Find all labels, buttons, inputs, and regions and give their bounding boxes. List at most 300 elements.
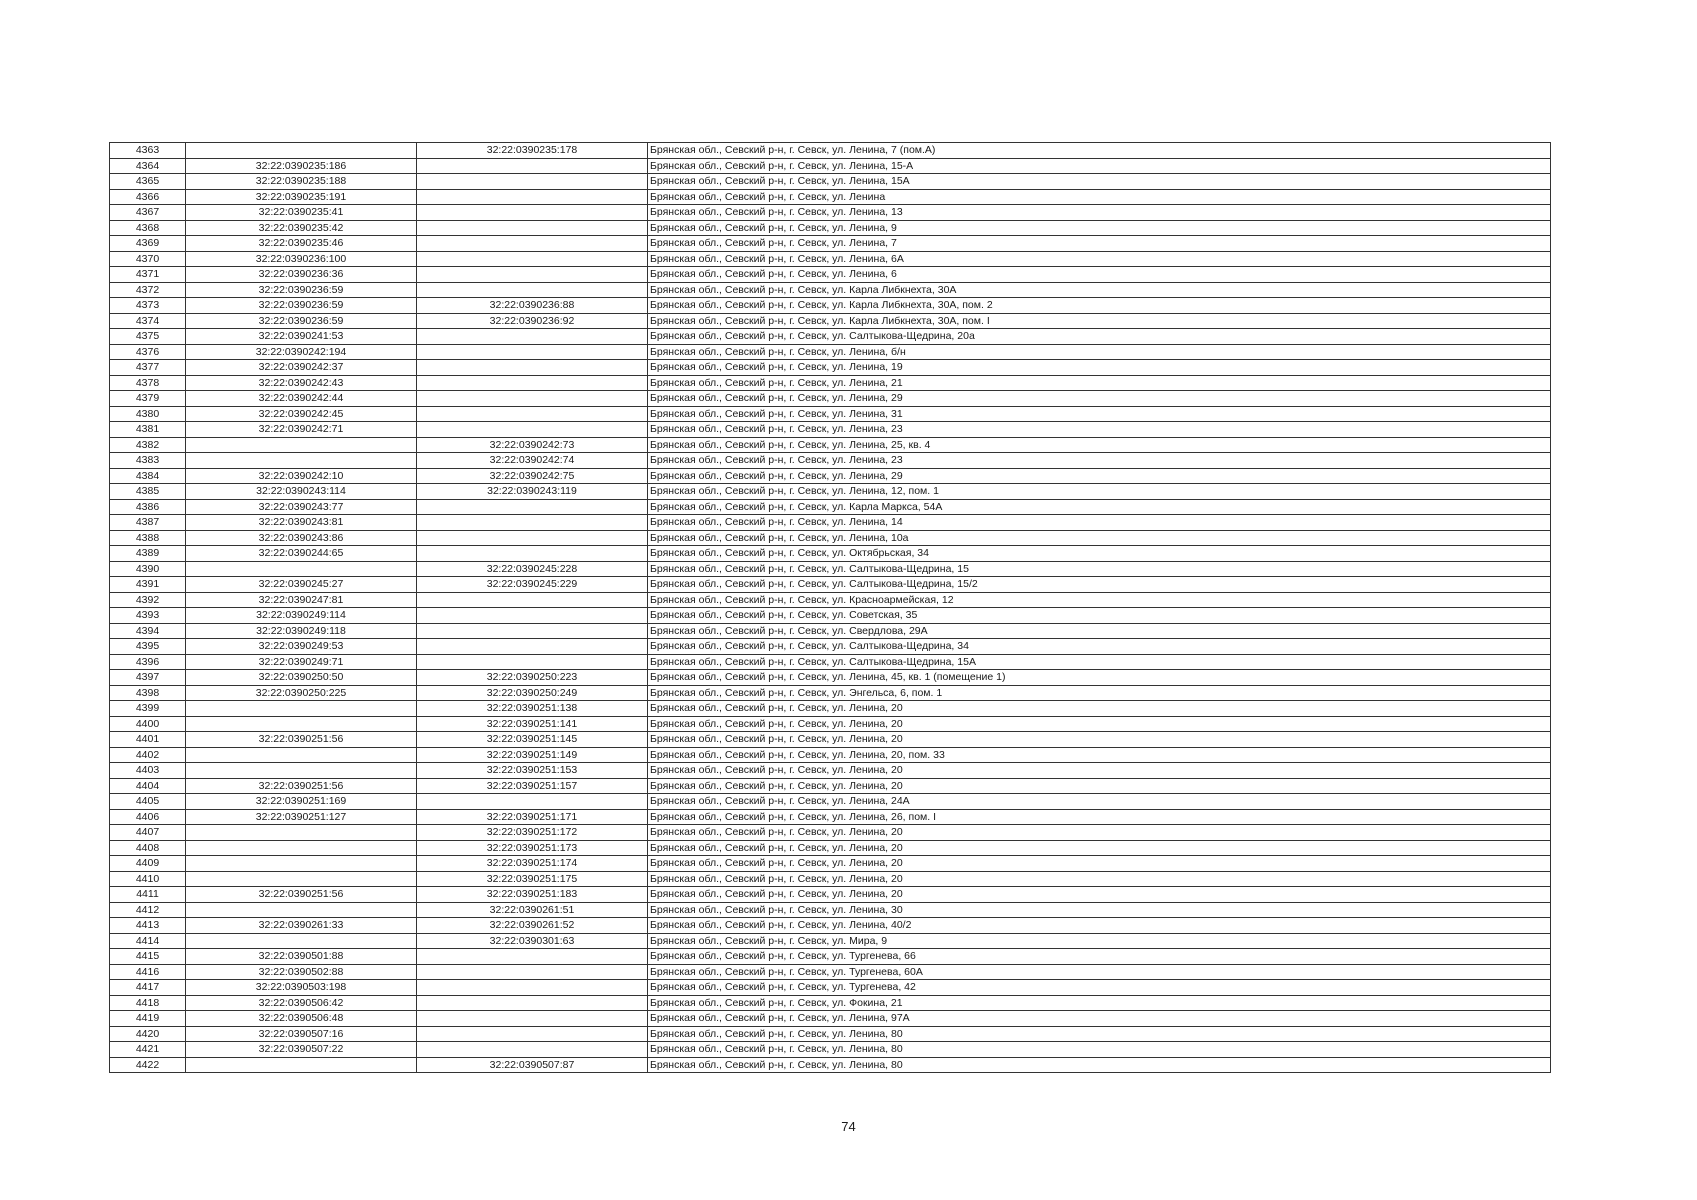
- row-number-cell: 4376: [110, 344, 186, 360]
- address-cell: Брянская обл., Севский р-н, г. Севск, ул. Ленина, 80: [648, 1057, 1551, 1073]
- object-cadastral-number-cell: 32:22:0390251:183: [417, 887, 648, 903]
- address-cell: Брянская обл., Севский р-н, г. Севск, ул. Фокина, 21: [648, 995, 1551, 1011]
- address-cell: Брянская обл., Севский р-н, г. Севск, ул. Салтыкова-Щедрина, 34: [648, 639, 1551, 655]
- row-number-cell: 4418: [110, 995, 186, 1011]
- address-cell: Брянская обл., Севский р-н, г. Севск, ул. Ленина, 20: [648, 763, 1551, 779]
- row-number-cell: 4399: [110, 701, 186, 717]
- row-number-cell: 4370: [110, 251, 186, 267]
- row-number-cell: 4367: [110, 205, 186, 221]
- address-cell: Брянская обл., Севский р-н, г. Севск, ул. Советская, 35: [648, 608, 1551, 624]
- address-cell: Брянская обл., Севский р-н, г. Севск, ул. Ленина, 45, кв. 1 (помещение 1): [648, 670, 1551, 686]
- object-cadastral-number-cell: [417, 530, 648, 546]
- address-cell: Брянская обл., Севский р-н, г. Севск, ул. Ленина, 14: [648, 515, 1551, 531]
- address-cell: Брянская обл., Севский р-н, г. Севск, ул. Ленина, 26, пом. I: [648, 809, 1551, 825]
- address-cell: Брянская обл., Севский р-н, г. Севск, ул. Ленина, 6А: [648, 251, 1551, 267]
- row-number-cell: 4415: [110, 949, 186, 965]
- table-row: [110, 515, 1551, 531]
- address-cell: Брянская обл., Севский р-н, г. Севск, ул. Ленина, 20: [648, 732, 1551, 748]
- object-cadastral-number-cell: [417, 1026, 648, 1042]
- address-cell: Брянская обл., Севский р-н, г. Севск, ул. Ленина: [648, 189, 1551, 205]
- land-cadastral-number-cell: [186, 856, 417, 872]
- object-cadastral-number-cell: [417, 964, 648, 980]
- address-cell: Брянская обл., Севский р-н, г. Севск, ул. Ленина, 20: [648, 871, 1551, 887]
- table-row: [110, 189, 1551, 205]
- object-cadastral-number-cell: [417, 515, 648, 531]
- land-cadastral-number-cell: [186, 453, 417, 469]
- address-cell: Брянская обл., Севский р-н, г. Севск, ул. Ленина, 20: [648, 856, 1551, 872]
- address-cell: Брянская обл., Севский р-н, г. Севск, ул. Салтыкова-Щедрина, 15А: [648, 654, 1551, 670]
- table-row: [110, 499, 1551, 515]
- row-number-cell: 4371: [110, 267, 186, 283]
- row-number-cell: 4392: [110, 592, 186, 608]
- address-cell: Брянская обл., Севский р-н, г. Севск, ул. Ленина, 80: [648, 1026, 1551, 1042]
- object-cadastral-number-cell: [417, 592, 648, 608]
- object-cadastral-number-cell: [417, 1042, 648, 1058]
- object-cadastral-number-cell: [417, 654, 648, 670]
- address-cell: Брянская обл., Севский р-н, г. Севск, ул. Ленина, 20: [648, 701, 1551, 717]
- object-cadastral-number-cell: 32:22:0390250:223: [417, 670, 648, 686]
- object-cadastral-number-cell: [417, 623, 648, 639]
- land-cadastral-number-cell: [186, 1057, 417, 1073]
- table-row: [110, 902, 1551, 918]
- address-cell: Брянская обл., Севский р-н, г. Севск, ул. Салтыкова-Щедрина, 15: [648, 561, 1551, 577]
- address-cell: Брянская обл., Севский р-н, г. Севск, ул. Ленина, 80: [648, 1042, 1551, 1058]
- object-cadastral-number-cell: [417, 344, 648, 360]
- row-number-cell: 4416: [110, 964, 186, 980]
- table-row: [110, 654, 1551, 670]
- row-number-cell: 4398: [110, 685, 186, 701]
- row-number-cell: 4372: [110, 282, 186, 298]
- row-number-cell: 4397: [110, 670, 186, 686]
- row-number-cell: 4383: [110, 453, 186, 469]
- land-cadastral-number-cell: 32:22:0390235:188: [186, 174, 417, 190]
- land-cadastral-number-cell: 32:22:0390502:88: [186, 964, 417, 980]
- table-row: [110, 437, 1551, 453]
- land-cadastral-number-cell: 32:22:0390249:114: [186, 608, 417, 624]
- table-row: [110, 236, 1551, 252]
- table-row: [110, 933, 1551, 949]
- address-cell: Брянская обл., Севский р-н, г. Севск, ул. Ленина, 20: [648, 887, 1551, 903]
- table-row: [110, 561, 1551, 577]
- object-cadastral-number-cell: [417, 375, 648, 391]
- address-cell: Брянская обл., Севский р-н, г. Севск, ул. Тургенева, 66: [648, 949, 1551, 965]
- table-row: [110, 701, 1551, 717]
- land-cadastral-number-cell: 32:22:0390235:46: [186, 236, 417, 252]
- object-cadastral-number-cell: 32:22:0390243:119: [417, 484, 648, 500]
- address-cell: Брянская обл., Севский р-н, г. Севск, ул. Ленина, 20: [648, 840, 1551, 856]
- table-row: [110, 205, 1551, 221]
- land-cadastral-number-cell: [186, 825, 417, 841]
- object-cadastral-number-cell: [417, 220, 648, 236]
- land-cadastral-number-cell: 32:22:0390506:42: [186, 995, 417, 1011]
- page-number: 74: [841, 1119, 856, 1134]
- object-cadastral-number-cell: 32:22:0390301:63: [417, 933, 648, 949]
- table-row: [110, 391, 1551, 407]
- land-cadastral-number-cell: 32:22:0390501:88: [186, 949, 417, 965]
- land-cadastral-number-cell: [186, 933, 417, 949]
- table-row: [110, 747, 1551, 763]
- table-row: [110, 1026, 1551, 1042]
- row-number-cell: 4420: [110, 1026, 186, 1042]
- table-row: [110, 871, 1551, 887]
- object-cadastral-number-cell: [417, 391, 648, 407]
- table-row: [110, 732, 1551, 748]
- object-cadastral-number-cell: [417, 282, 648, 298]
- land-cadastral-number-cell: 32:22:0390251:56: [186, 732, 417, 748]
- land-cadastral-number-cell: 32:22:0390235:186: [186, 158, 417, 174]
- object-cadastral-number-cell: [417, 205, 648, 221]
- land-cadastral-number-cell: [186, 840, 417, 856]
- land-cadastral-number-cell: 32:22:0390241:53: [186, 329, 417, 345]
- table-row: [110, 778, 1551, 794]
- table-row: [110, 360, 1551, 376]
- row-number-cell: 4387: [110, 515, 186, 531]
- land-cadastral-number-cell: [186, 143, 417, 159]
- address-cell: Брянская обл., Севский р-н, г. Севск, ул. Ленина, 31: [648, 406, 1551, 422]
- object-cadastral-number-cell: 32:22:0390261:52: [417, 918, 648, 934]
- table-row: [110, 1011, 1551, 1027]
- table-row: [110, 406, 1551, 422]
- land-cadastral-number-cell: 32:22:0390506:48: [186, 1011, 417, 1027]
- row-number-cell: 4388: [110, 530, 186, 546]
- land-cadastral-number-cell: [186, 561, 417, 577]
- object-cadastral-number-cell: [417, 639, 648, 655]
- row-number-cell: 4366: [110, 189, 186, 205]
- row-number-cell: 4381: [110, 422, 186, 438]
- table-row: [110, 298, 1551, 314]
- address-cell: Брянская обл., Севский р-н, г. Севск, ул. Ленина, 12, пом. 1: [648, 484, 1551, 500]
- land-cadastral-number-cell: 32:22:0390242:45: [186, 406, 417, 422]
- table-row: [110, 143, 1551, 159]
- table-row: [110, 220, 1551, 236]
- address-cell: Брянская обл., Севский р-н, г. Севск, ул. Ленина, 23: [648, 422, 1551, 438]
- address-cell: Брянская обл., Севский р-н, г. Севск, ул. Ленина, 20, пом. 33: [648, 747, 1551, 763]
- object-cadastral-number-cell: 32:22:0390251:138: [417, 701, 648, 717]
- table-row: [110, 422, 1551, 438]
- row-number-cell: 4411: [110, 887, 186, 903]
- table-row: [110, 592, 1551, 608]
- object-cadastral-number-cell: 32:22:0390251:157: [417, 778, 648, 794]
- land-cadastral-number-cell: 32:22:0390503:198: [186, 980, 417, 996]
- object-cadastral-number-cell: 32:22:0390251:149: [417, 747, 648, 763]
- row-number-cell: 4385: [110, 484, 186, 500]
- land-cadastral-number-cell: [186, 437, 417, 453]
- table-row: [110, 1057, 1551, 1073]
- address-cell: Брянская обл., Севский р-н, г. Севск, ул. Красноармейская, 12: [648, 592, 1551, 608]
- table-row: [110, 918, 1551, 934]
- object-cadastral-number-cell: 32:22:0390251:175: [417, 871, 648, 887]
- object-cadastral-number-cell: 32:22:0390242:74: [417, 453, 648, 469]
- address-cell: Брянская обл., Севский р-н, г. Севск, ул. Ленина, 10а: [648, 530, 1551, 546]
- table-row: [110, 158, 1551, 174]
- table-row: [110, 623, 1551, 639]
- land-cadastral-number-cell: 32:22:0390244:65: [186, 546, 417, 562]
- object-cadastral-number-cell: [417, 251, 648, 267]
- object-cadastral-number-cell: 32:22:0390235:178: [417, 143, 648, 159]
- table-row: [110, 685, 1551, 701]
- table-row: [110, 980, 1551, 996]
- object-cadastral-number-cell: [417, 158, 648, 174]
- address-cell: Брянская обл., Севский р-н, г. Севск, ул. Карла Либкнехта, 30А, пом. 2: [648, 298, 1551, 314]
- address-cell: Брянская обл., Севский р-н, г. Севск, ул. Ленина, 6: [648, 267, 1551, 283]
- land-cadastral-number-cell: 32:22:0390243:77: [186, 499, 417, 515]
- row-number-cell: 4417: [110, 980, 186, 996]
- row-number-cell: 4365: [110, 174, 186, 190]
- land-cadastral-number-cell: 32:22:0390250:225: [186, 685, 417, 701]
- address-cell: Брянская обл., Севский р-н, г. Севск, ул. Ленина, 21: [648, 375, 1551, 391]
- row-number-cell: 4406: [110, 809, 186, 825]
- row-number-cell: 4389: [110, 546, 186, 562]
- land-cadastral-number-cell: 32:22:0390261:33: [186, 918, 417, 934]
- row-number-cell: 4379: [110, 391, 186, 407]
- land-cadastral-number-cell: 32:22:0390236:59: [186, 282, 417, 298]
- land-cadastral-number-cell: [186, 701, 417, 717]
- object-cadastral-number-cell: [417, 267, 648, 283]
- table-row: [110, 530, 1551, 546]
- row-number-cell: 4374: [110, 313, 186, 329]
- land-cadastral-number-cell: 32:22:0390243:114: [186, 484, 417, 500]
- land-cadastral-number-cell: 32:22:0390249:53: [186, 639, 417, 655]
- address-cell: Брянская обл., Севский р-н, г. Севск, ул. Ленина, б/н: [648, 344, 1551, 360]
- row-number-cell: 4408: [110, 840, 186, 856]
- land-cadastral-number-cell: [186, 871, 417, 887]
- address-cell: Брянская обл., Севский р-н, г. Севск, ул. Ленина, 7: [648, 236, 1551, 252]
- object-cadastral-number-cell: [417, 608, 648, 624]
- row-number-cell: 4384: [110, 468, 186, 484]
- land-cadastral-number-cell: 32:22:0390251:56: [186, 887, 417, 903]
- land-cadastral-number-cell: 32:22:0390236:59: [186, 313, 417, 329]
- row-number-cell: 4377: [110, 360, 186, 376]
- registry-table: [109, 142, 1551, 1073]
- row-number-cell: 4393: [110, 608, 186, 624]
- address-cell: Брянская обл., Севский р-н, г. Севск, ул. Ленина, 40/2: [648, 918, 1551, 934]
- row-number-cell: 4403: [110, 763, 186, 779]
- row-number-cell: 4380: [110, 406, 186, 422]
- object-cadastral-number-cell: 32:22:0390245:228: [417, 561, 648, 577]
- object-cadastral-number-cell: [417, 329, 648, 345]
- table-row: [110, 375, 1551, 391]
- address-cell: Брянская обл., Севский р-н, г. Севск, ул. Ленина, 7 (пом.А): [648, 143, 1551, 159]
- row-number-cell: 4419: [110, 1011, 186, 1027]
- row-number-cell: 4373: [110, 298, 186, 314]
- table-row: [110, 251, 1551, 267]
- land-cadastral-number-cell: 32:22:0390235:42: [186, 220, 417, 236]
- object-cadastral-number-cell: [417, 980, 648, 996]
- land-cadastral-number-cell: 32:22:0390235:191: [186, 189, 417, 205]
- object-cadastral-number-cell: 32:22:0390261:51: [417, 902, 648, 918]
- address-cell: Брянская обл., Севский р-н, г. Севск, ул. Салтыкова-Щедрина, 20а: [648, 329, 1551, 345]
- row-number-cell: 4363: [110, 143, 186, 159]
- object-cadastral-number-cell: 32:22:0390236:88: [417, 298, 648, 314]
- address-cell: Брянская обл., Севский р-н, г. Севск, ул. Карла Маркса, 54А: [648, 499, 1551, 515]
- table-row: [110, 809, 1551, 825]
- registry-table-body: [110, 143, 1551, 1073]
- object-cadastral-number-cell: [417, 360, 648, 376]
- address-cell: Брянская обл., Севский р-н, г. Севск, ул. Ленина, 30: [648, 902, 1551, 918]
- row-number-cell: 4404: [110, 778, 186, 794]
- table-row: [110, 546, 1551, 562]
- row-number-cell: 4422: [110, 1057, 186, 1073]
- land-cadastral-number-cell: [186, 902, 417, 918]
- address-cell: Брянская обл., Севский р-н, г. Севск, ул. Ленина, 29: [648, 391, 1551, 407]
- land-cadastral-number-cell: 32:22:0390242:71: [186, 422, 417, 438]
- table-row: [110, 639, 1551, 655]
- row-number-cell: 4405: [110, 794, 186, 810]
- row-number-cell: 4396: [110, 654, 186, 670]
- object-cadastral-number-cell: 32:22:0390251:171: [417, 809, 648, 825]
- row-number-cell: 4407: [110, 825, 186, 841]
- address-cell: Брянская обл., Севский р-н, г. Севск, ул. Ленина, 15-А: [648, 158, 1551, 174]
- land-cadastral-number-cell: 32:22:0390250:50: [186, 670, 417, 686]
- land-cadastral-number-cell: 32:22:0390249:71: [186, 654, 417, 670]
- address-cell: Брянская обл., Севский р-н, г. Севск, ул. Ленина, 29: [648, 468, 1551, 484]
- address-cell: Брянская обл., Севский р-н, г. Севск, ул. Мира, 9: [648, 933, 1551, 949]
- row-number-cell: 4391: [110, 577, 186, 593]
- land-cadastral-number-cell: [186, 747, 417, 763]
- object-cadastral-number-cell: [417, 406, 648, 422]
- address-cell: Брянская обл., Севский р-н, г. Севск, ул. Тургенева, 60А: [648, 964, 1551, 980]
- address-cell: Брянская обл., Севский р-н, г. Севск, ул. Ленина, 9: [648, 220, 1551, 236]
- row-number-cell: 4394: [110, 623, 186, 639]
- land-cadastral-number-cell: [186, 716, 417, 732]
- object-cadastral-number-cell: 32:22:0390250:249: [417, 685, 648, 701]
- object-cadastral-number-cell: 32:22:0390251:173: [417, 840, 648, 856]
- table-row: [110, 1042, 1551, 1058]
- table-row: [110, 468, 1551, 484]
- address-cell: Брянская обл., Севский р-н, г. Севск, ул. Ленина, 13: [648, 205, 1551, 221]
- address-cell: Брянская обл., Севский р-н, г. Севск, ул. Салтыкова-Щедрина, 15/2: [648, 577, 1551, 593]
- object-cadastral-number-cell: [417, 422, 648, 438]
- land-cadastral-number-cell: 32:22:0390245:27: [186, 577, 417, 593]
- row-number-cell: 4375: [110, 329, 186, 345]
- row-number-cell: 4402: [110, 747, 186, 763]
- table-row: [110, 313, 1551, 329]
- row-number-cell: 4410: [110, 871, 186, 887]
- table-row: [110, 964, 1551, 980]
- land-cadastral-number-cell: 32:22:0390251:169: [186, 794, 417, 810]
- object-cadastral-number-cell: 32:22:0390251:153: [417, 763, 648, 779]
- object-cadastral-number-cell: 32:22:0390236:92: [417, 313, 648, 329]
- table-row: [110, 856, 1551, 872]
- table-row: [110, 794, 1551, 810]
- object-cadastral-number-cell: 32:22:0390245:229: [417, 577, 648, 593]
- table-row: [110, 484, 1551, 500]
- row-number-cell: 4414: [110, 933, 186, 949]
- address-cell: Брянская обл., Севский р-н, г. Севск, ул. Энгельса, 6, пом. 1: [648, 685, 1551, 701]
- land-cadastral-number-cell: 32:22:0390507:16: [186, 1026, 417, 1042]
- land-cadastral-number-cell: 32:22:0390242:37: [186, 360, 417, 376]
- row-number-cell: 4401: [110, 732, 186, 748]
- table-row: [110, 825, 1551, 841]
- address-cell: Брянская обл., Севский р-н, г. Севск, ул. Ленина, 20: [648, 716, 1551, 732]
- table-row: [110, 267, 1551, 283]
- table-row: [110, 716, 1551, 732]
- land-cadastral-number-cell: 32:22:0390507:22: [186, 1042, 417, 1058]
- object-cadastral-number-cell: [417, 236, 648, 252]
- row-number-cell: 4382: [110, 437, 186, 453]
- table-row: [110, 174, 1551, 190]
- row-number-cell: 4378: [110, 375, 186, 391]
- object-cadastral-number-cell: [417, 949, 648, 965]
- address-cell: Брянская обл., Севский р-н, г. Севск, ул. Свердлова, 29А: [648, 623, 1551, 639]
- address-cell: Брянская обл., Севский р-н, г. Севск, ул. Ленина, 23: [648, 453, 1551, 469]
- land-cadastral-number-cell: 32:22:0390242:10: [186, 468, 417, 484]
- object-cadastral-number-cell: 32:22:0390242:73: [417, 437, 648, 453]
- object-cadastral-number-cell: [417, 499, 648, 515]
- land-cadastral-number-cell: 32:22:0390236:59: [186, 298, 417, 314]
- row-number-cell: 4390: [110, 561, 186, 577]
- object-cadastral-number-cell: [417, 995, 648, 1011]
- land-cadastral-number-cell: 32:22:0390249:118: [186, 623, 417, 639]
- address-cell: Брянская обл., Севский р-н, г. Севск, ул. Тургенева, 42: [648, 980, 1551, 996]
- land-cadastral-number-cell: 32:22:0390242:44: [186, 391, 417, 407]
- address-cell: Брянская обл., Севский р-н, г. Севск, ул. Ленина, 15А: [648, 174, 1551, 190]
- table-row: [110, 344, 1551, 360]
- row-number-cell: 4386: [110, 499, 186, 515]
- table-row: [110, 949, 1551, 965]
- table-row: [110, 577, 1551, 593]
- table-row: [110, 995, 1551, 1011]
- address-cell: Брянская обл., Севский р-н, г. Севск, ул. Ленина, 19: [648, 360, 1551, 376]
- land-cadastral-number-cell: 32:22:0390235:41: [186, 205, 417, 221]
- address-cell: Брянская обл., Севский р-н, г. Севск, ул. Ленина, 20: [648, 778, 1551, 794]
- table-row: [110, 329, 1551, 345]
- registry-sheet: [109, 142, 1551, 1073]
- row-number-cell: 4368: [110, 220, 186, 236]
- object-cadastral-number-cell: 32:22:0390507:87: [417, 1057, 648, 1073]
- object-cadastral-number-cell: 32:22:0390251:174: [417, 856, 648, 872]
- land-cadastral-number-cell: 32:22:0390236:36: [186, 267, 417, 283]
- address-cell: Брянская обл., Севский р-н, г. Севск, ул. Ленина, 24А: [648, 794, 1551, 810]
- address-cell: Брянская обл., Севский р-н, г. Севск, ул. Ленина, 20: [648, 825, 1551, 841]
- table-row: [110, 840, 1551, 856]
- row-number-cell: 4369: [110, 236, 186, 252]
- row-number-cell: 4413: [110, 918, 186, 934]
- land-cadastral-number-cell: 32:22:0390251:127: [186, 809, 417, 825]
- row-number-cell: 4395: [110, 639, 186, 655]
- row-number-cell: 4421: [110, 1042, 186, 1058]
- address-cell: Брянская обл., Севский р-н, г. Севск, ул. Ленина, 97А: [648, 1011, 1551, 1027]
- address-cell: Брянская обл., Севский р-н, г. Севск, ул. Ленина, 25, кв. 4: [648, 437, 1551, 453]
- land-cadastral-number-cell: [186, 763, 417, 779]
- land-cadastral-number-cell: 32:22:0390251:56: [186, 778, 417, 794]
- row-number-cell: 4364: [110, 158, 186, 174]
- object-cadastral-number-cell: 32:22:0390251:145: [417, 732, 648, 748]
- object-cadastral-number-cell: [417, 794, 648, 810]
- land-cadastral-number-cell: 32:22:0390236:100: [186, 251, 417, 267]
- object-cadastral-number-cell: [417, 546, 648, 562]
- land-cadastral-number-cell: 32:22:0390242:43: [186, 375, 417, 391]
- table-row: [110, 670, 1551, 686]
- table-row: [110, 608, 1551, 624]
- table-row: [110, 887, 1551, 903]
- object-cadastral-number-cell: [417, 174, 648, 190]
- land-cadastral-number-cell: 32:22:0390243:81: [186, 515, 417, 531]
- row-number-cell: 4409: [110, 856, 186, 872]
- table-row: [110, 282, 1551, 298]
- row-number-cell: 4400: [110, 716, 186, 732]
- object-cadastral-number-cell: 32:22:0390242:75: [417, 468, 648, 484]
- land-cadastral-number-cell: 32:22:0390242:194: [186, 344, 417, 360]
- object-cadastral-number-cell: 32:22:0390251:141: [417, 716, 648, 732]
- object-cadastral-number-cell: [417, 189, 648, 205]
- object-cadastral-number-cell: 32:22:0390251:172: [417, 825, 648, 841]
- row-number-cell: 4412: [110, 902, 186, 918]
- address-cell: Брянская обл., Севский р-н, г. Севск, ул. Карла Либкнехта, 30А: [648, 282, 1551, 298]
- address-cell: Брянская обл., Севский р-н, г. Севск, ул. Карла Либкнехта, 30А, пом. I: [648, 313, 1551, 329]
- land-cadastral-number-cell: 32:22:0390247:81: [186, 592, 417, 608]
- land-cadastral-number-cell: 32:22:0390243:86: [186, 530, 417, 546]
